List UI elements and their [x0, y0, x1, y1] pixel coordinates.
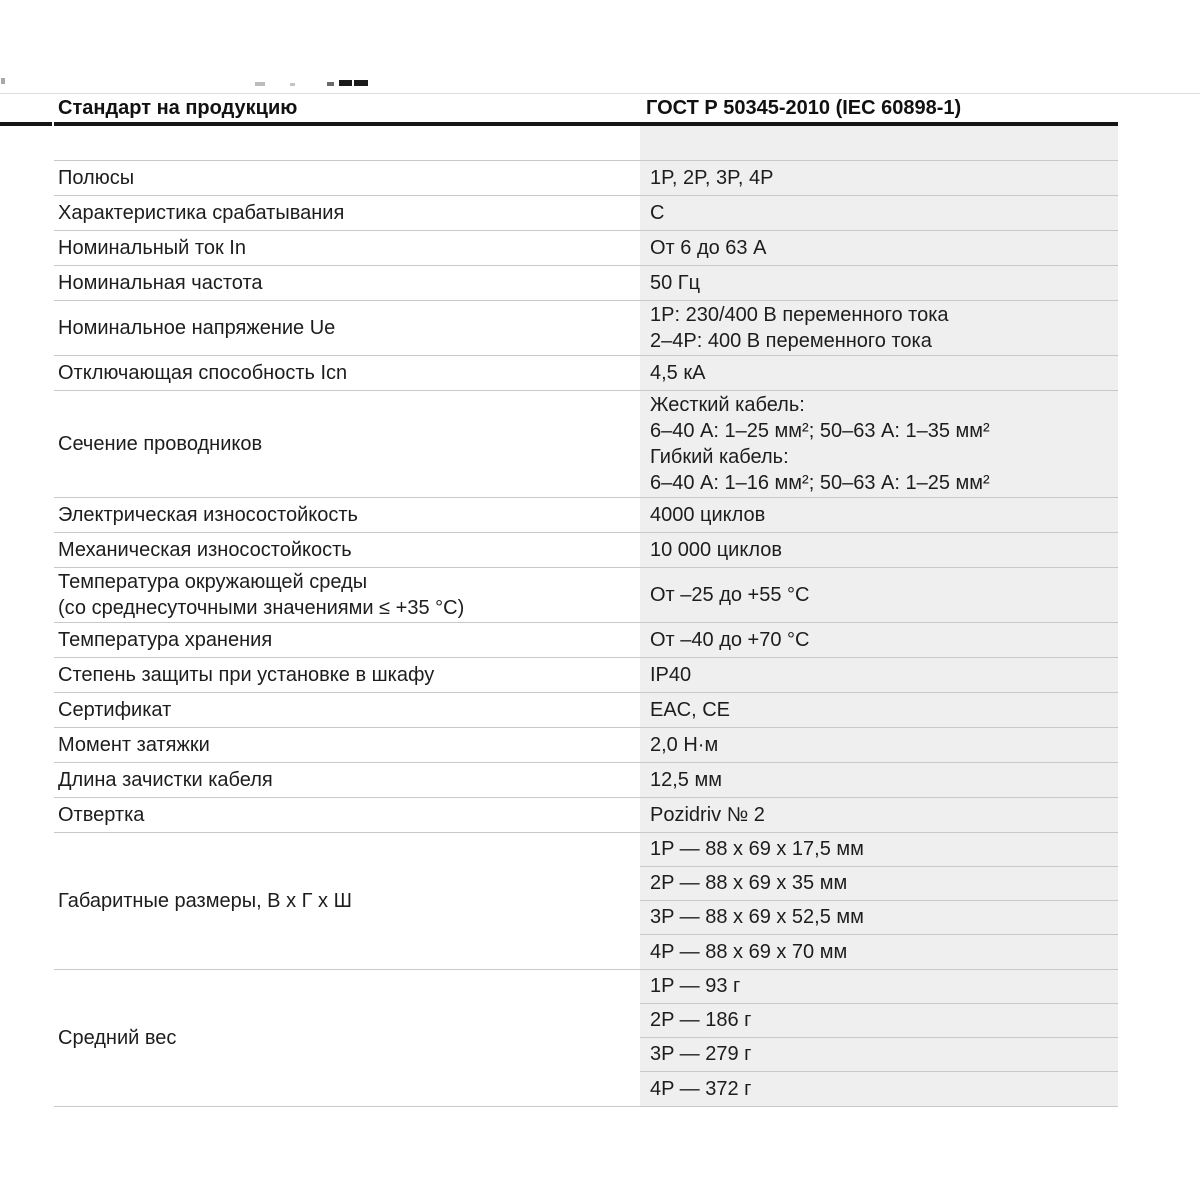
spec-label — [54, 693, 640, 727]
spec-value — [640, 533, 1118, 567]
spec-row — [54, 301, 1118, 356]
spec-value-line: Pozidriv № 2 — [650, 804, 765, 826]
spec-table-body — [54, 126, 1118, 1107]
spec-label-line: Отвертка — [58, 804, 145, 826]
spec-row — [54, 126, 1118, 161]
spec-label-line: Температура окружающей среды — [58, 571, 368, 593]
header-underline — [0, 122, 52, 126]
cropped-text-artifact — [327, 82, 334, 86]
spec-label-line: (со среднесуточными значениями ≤ +35 °C) — [58, 597, 465, 619]
spec-row — [54, 763, 1118, 798]
spec-label-line: Характеристика срабатывания — [58, 202, 345, 224]
spec-label — [54, 498, 640, 532]
spec-row — [54, 391, 1118, 498]
spec-value-line: 12,5 мм — [650, 769, 722, 791]
spec-value-line: 4000 циклов — [650, 504, 766, 526]
spec-value — [640, 623, 1118, 657]
spec-value-line: EAC, CE — [650, 699, 731, 721]
spec-row — [54, 498, 1118, 533]
spec-subvalue: 3P — 279 г — [640, 1038, 1118, 1072]
spec-label-line: Механическая износостойкость — [58, 539, 352, 561]
spec-label-line: Средний вес — [58, 1027, 177, 1049]
spec-subvalue: 1P — 88 x 69 x 17,5 мм — [640, 833, 1118, 867]
spec-value — [640, 658, 1118, 692]
spec-value — [640, 970, 1118, 1106]
spec-label — [54, 728, 640, 762]
spec-value-line: Жесткий кабель: — [650, 394, 805, 416]
spec-value — [640, 728, 1118, 762]
spec-label — [54, 196, 640, 230]
spec-value — [640, 763, 1118, 797]
spec-table-header — [0, 94, 1200, 122]
spec-value-line: 6–40 А: 1–16 мм²; 50–63 А: 1–25 мм² — [650, 472, 990, 494]
spec-label — [54, 623, 640, 657]
spec-label — [54, 763, 640, 797]
spec-row — [54, 161, 1118, 196]
spec-label-line: Полюсы — [58, 167, 135, 189]
header-standard-label: Стандарт на продукцию — [58, 96, 298, 119]
spec-value — [640, 356, 1118, 390]
spec-label-line: Отключающая способность Icn — [58, 362, 348, 384]
spec-subvalue: 2P — 88 x 69 x 35 мм — [640, 867, 1118, 901]
spec-value-line: От 6 до 63 А — [650, 237, 767, 259]
spec-value-line: 2,0 Н·м — [650, 734, 719, 756]
spec-subvalue: 1P — 93 г — [640, 970, 1118, 1004]
spec-value-line: От –25 до +55 °C — [650, 584, 810, 606]
spec-value-line: Гибкий кабель: — [650, 446, 789, 468]
spec-subvalue: 3P — 88 x 69 x 52,5 мм — [640, 901, 1118, 935]
spec-label-line: Сертификат — [58, 699, 172, 721]
spec-value — [640, 693, 1118, 727]
spec-label-line: Степень защиты при установке в шкафу — [58, 664, 435, 686]
spec-value — [640, 798, 1118, 832]
spec-subvalue: 4P — 372 г — [650, 1077, 752, 1100]
spec-row — [54, 798, 1118, 833]
spec-label — [54, 391, 640, 497]
spec-value — [640, 161, 1118, 195]
spec-row — [54, 728, 1118, 763]
spec-label — [54, 301, 640, 355]
spec-row — [54, 231, 1118, 266]
cropped-text-artifact — [290, 83, 295, 86]
spec-label — [54, 658, 640, 692]
spec-value-line: 4,5 кА — [650, 362, 706, 384]
spec-row — [54, 568, 1118, 623]
cropped-text-artifact — [1, 78, 5, 84]
spec-label — [54, 161, 640, 195]
spec-row — [54, 533, 1118, 568]
spec-value — [640, 231, 1118, 265]
spec-label-line: Сечение проводников — [58, 433, 263, 455]
spec-value-line: 50 Гц — [650, 272, 701, 294]
spec-label — [54, 568, 640, 622]
spec-value-line: 6–40 А: 1–25 мм²; 50–63 А: 1–35 мм² — [650, 420, 990, 442]
spec-label-line: Номинальное напряжение Ue — [58, 317, 336, 339]
spec-value — [640, 266, 1118, 300]
spec-row — [54, 970, 1118, 1107]
spec-label-line: Электрическая износостойкость — [58, 504, 358, 526]
spec-label — [54, 533, 640, 567]
spec-label-line: Номинальный ток In — [58, 237, 246, 259]
spec-label-line: Номинальная частота — [58, 272, 263, 294]
spec-label — [54, 798, 640, 832]
spec-subvalue: 4P — 88 x 69 x 70 мм — [650, 940, 848, 963]
header-standard-value: ГОСТ Р 50345-2010 (IEC 60898-1) — [646, 96, 962, 119]
spec-label-line: Момент затяжки — [58, 734, 210, 756]
spec-label-line: Габаритные размеры, В х Г х Ш — [58, 890, 352, 912]
spec-row — [54, 658, 1118, 693]
spec-label — [54, 126, 640, 160]
spec-row — [54, 833, 1118, 970]
spec-row — [54, 623, 1118, 658]
spec-value-line: 10 000 циклов — [650, 539, 782, 561]
spec-value — [640, 391, 1118, 497]
spec-label-line: Длина зачистки кабеля — [58, 769, 273, 791]
spec-value-line: От –40 до +70 °C — [650, 629, 810, 651]
spec-value-line: IP40 — [650, 664, 692, 686]
spec-value — [640, 196, 1118, 230]
spec-row — [54, 196, 1118, 231]
spec-value-line: C — [650, 202, 665, 224]
spec-label — [54, 231, 640, 265]
spec-label — [54, 970, 640, 1106]
spec-value — [640, 498, 1118, 532]
spec-value — [640, 126, 1118, 160]
spec-subvalue: 2P — 186 г — [640, 1004, 1118, 1038]
spec-value-line: 1P: 230/400 В переменного тока — [650, 304, 949, 326]
cropped-text-artifact — [255, 82, 265, 86]
spec-label — [54, 266, 640, 300]
spec-row — [54, 356, 1118, 391]
spec-value — [640, 568, 1118, 622]
spec-label — [54, 833, 640, 969]
spec-row — [54, 693, 1118, 728]
spec-value-line: 1P, 2P, 3P, 4P — [650, 167, 774, 189]
spec-value — [640, 301, 1118, 355]
cropped-text-artifact — [354, 80, 368, 86]
cropped-text-artifact — [339, 80, 352, 86]
spec-label-line: Температура хранения — [58, 629, 273, 651]
spec-label — [54, 356, 640, 390]
spec-value — [640, 833, 1118, 969]
spec-value-line: 2–4P: 400 В переменного тока — [650, 330, 932, 352]
spec-row — [54, 266, 1118, 301]
